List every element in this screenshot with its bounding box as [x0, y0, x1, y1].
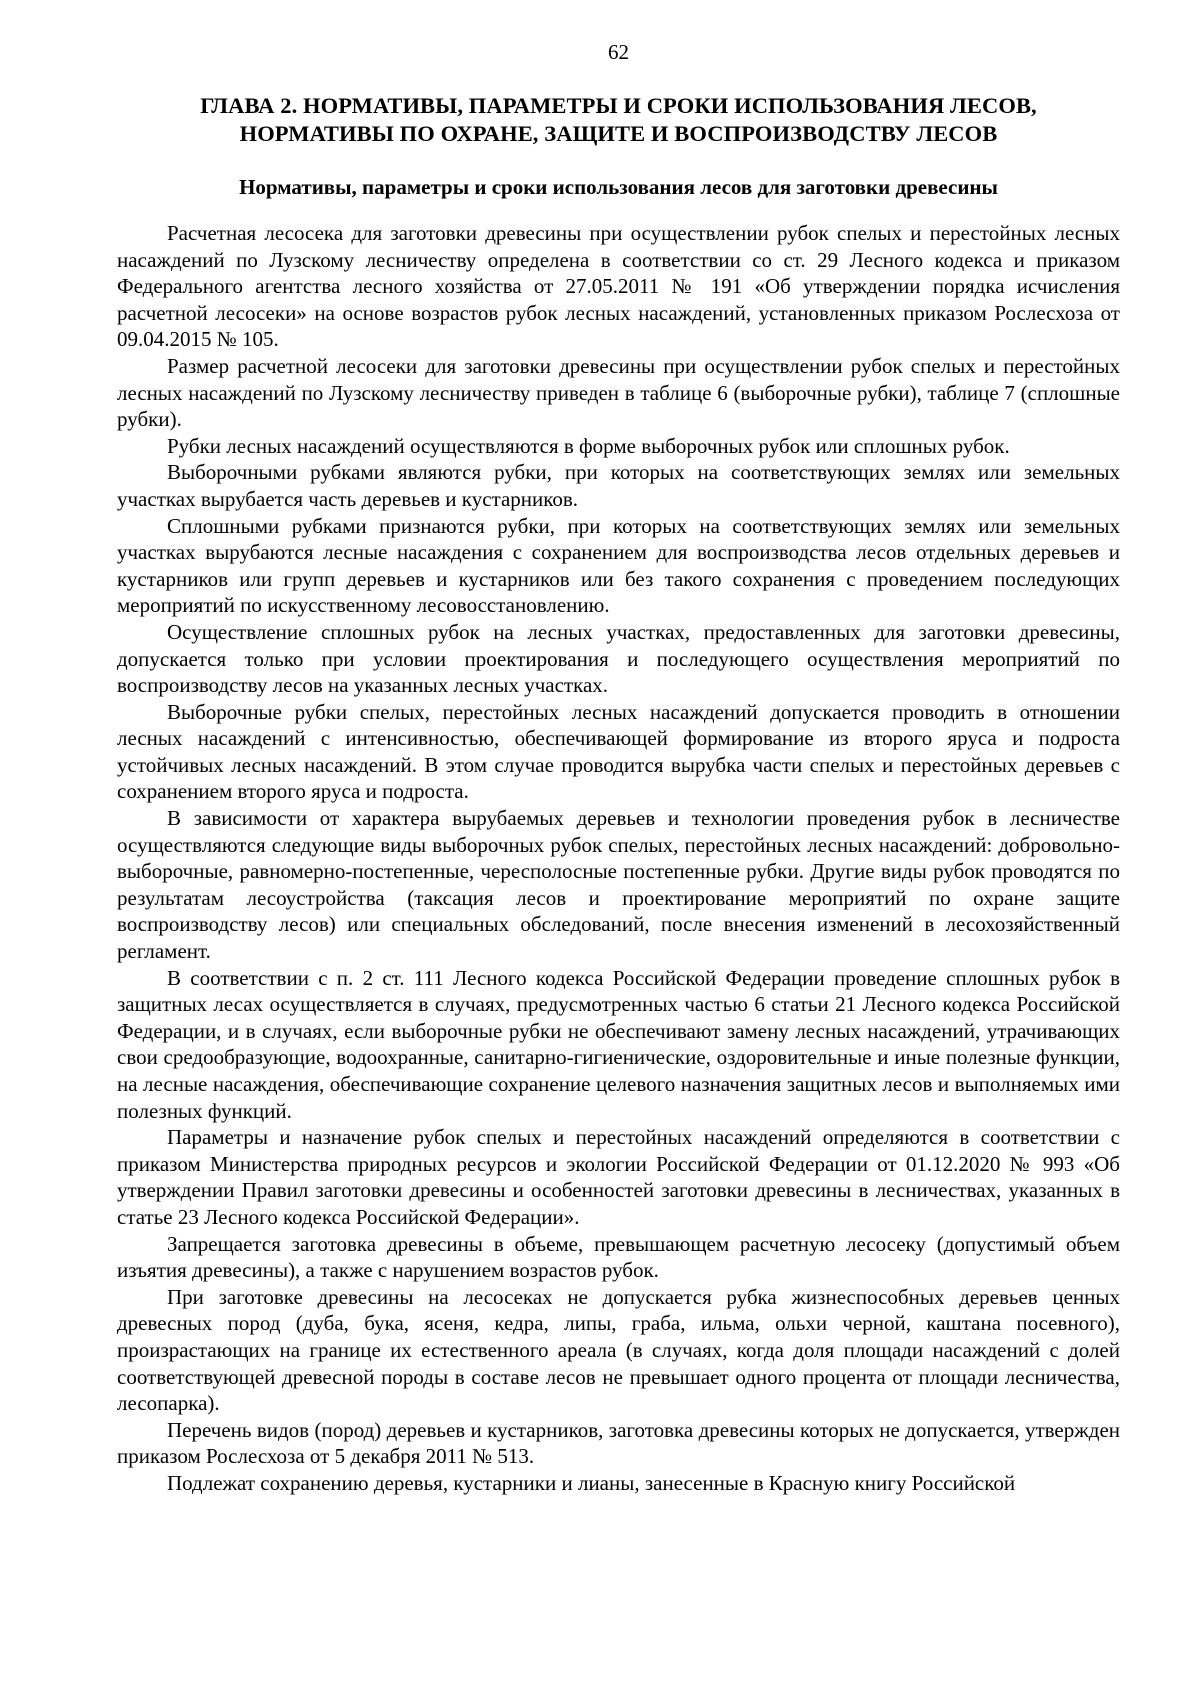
paragraph: Рубки лесных насаждений осуществляются в форме выборочных рубок или сплошных рубок. — [167, 433, 1010, 458]
paragraph: Выборочными рубками являются рубки, при которых на соответствующих землях или земельных участках вырубается часть деревьев и кустарников. — [117, 460, 1120, 511]
paragraph: Подлежат сохранению деревья, кустарники и лианы, занесенные в Красную книгу Российской — [167, 1470, 1016, 1495]
paragraph: При заготовке древесины на лесосеках не допускается рубка жизнеспособных деревьев ценных древесных пород (дуба, бука, ясеня, кедра, липы, граба, ильма, ольхи черной, каштана посевного), произрастающих на границе их естественного ареала (в случаях, когда доля площади насаждений с долей соответствующей древесной породы в составе лесов не превышает одного процента от площади лесничества, лесопарка). — [117, 1284, 1120, 1416]
paragraph: Запрещается заготовка древесины в объеме, превышающем расчетную лесосеку (допустимый объем изъятия древесины), а также с нарушением возрастов рубок. — [117, 1231, 1120, 1283]
body-text — [117, 220, 1120, 1497]
paragraph: В зависимости от характера вырубаемых деревьев и технологии проведения рубок в лесничестве осуществляются следующие виды выборочных рубок спелых, перестойных лесных насаждений: добровольно-выборочные, равномерно-постепенные, чересполосные постепенные рубки. Другие виды рубок проводятся по результатам лесоустройства (таксация лесов и проектирование мероприятий по охране защите воспроизводству лесов) или специальных обследований, после внесения изменений в лесохозяйственный регламент. — [117, 806, 1120, 964]
paragraph: Осуществление сплошных рубок на лесных участках, предоставленных для заготовки древесины, допускается только при условии проектирования и последующего осуществления мероприятий по воспроизводству лесов на указанных лесных участках. — [117, 619, 1120, 698]
paragraph: Перечень видов (пород) деревьев и кустарников, заготовка древесины которых не допускается, утвержден приказом Рослесхоза от 5 декабря 2011 № 513. — [117, 1417, 1120, 1469]
paragraph: Параметры и назначение рубок спелых и перестойных насаждений определяются в соответствии с приказом Министерства природных ресурсов и экологии Российской Федерации от 01.12.2020 № 993 «Об утверждении Правил заготовки древесины и особенностей заготовки древесины в лесничествах, указанных в статье 23 Лесного кодекса Российской Федерации». — [117, 1125, 1120, 1229]
chapter-title-line-1: ГЛАВА 2. НОРМАТИВЫ, ПАРАМЕТРЫ И СРОКИ ИСПОЛЬЗОВАНИЯ ЛЕСОВ, — [200, 93, 1037, 118]
paragraph: Расчетная лесосека для заготовки древесины при осуществлении рубок спелых и перестойных лесных насаждений по Лузскому лесничеству определена в соответствии со ст. 29 Лесного кодекса и приказом Федерального агентства лесного хозяйства от 27.05.2011 № 191 «Об утверждении порядка исчисления расчетной лесосеки» на основе возрастов рубок лесных насаждений, установленных приказом Рослесхоза от 09.04.2015 № 105. — [117, 221, 1120, 352]
paragraph: Размер расчетной лесосеки для заготовки древесины при осуществлении рубок спелых и перестойных лесных насаждений по Лузскому лесничеству приведен в таблице 6 (выборочные рубки), таблице 7 (сплошные рубки). — [117, 353, 1120, 432]
chapter-title — [117, 92, 1120, 148]
paragraph: Сплошными рубками признаются рубки, при которых на соответствующих землях или земельных участках вырубаются лесные насаждения с сохранением для воспроизводства лесов отдельных деревьев и кустарников или групп деревьев и кустарников или без такого сохранения с проведением последующих мероприятий по искусственному лесовосстановлению. — [117, 513, 1120, 618]
page-number: 62 — [608, 40, 629, 64]
section-title: Нормативы, параметры и сроки использования лесов для заготовки древесины — [239, 175, 998, 199]
chapter-title-line-2: НОРМАТИВЫ ПО ОХРАНЕ, ЗАЩИТЕ И ВОСПРОИЗВОДСТВУ ЛЕСОВ — [239, 121, 998, 146]
paragraph: Выборочные рубки спелых, перестойных лесных насаждений допускается проводить в отношении лесных насаждений с интенсивностью, обеспечивающей формирование из второго яруса и подроста устойчивых лесных насаждений. В этом случае проводится вырубка части спелых и перестойных деревьев с сохранением второго яруса и подроста. — [117, 699, 1120, 804]
paragraph: В соответствии с п. 2 ст. 111 Лесного кодекса Российской Федерации проведение сплошных рубок в защитных лесах осуществляется в случаях, предусмотренных частью 6 статьи 21 Лесного кодекса Российской Федерации, и в случаях, если выборочные рубки не обеспечивают замену лесных насаждений, утрачивающих свои средообразующие, водоохранные, санитарно-гигиенические, оздоровительные и иные полезные функции, на лесные насаждения, обеспечивающие сохранение целевого назначения защитных лесов и выполняемых ими полезных функций. — [117, 965, 1120, 1123]
